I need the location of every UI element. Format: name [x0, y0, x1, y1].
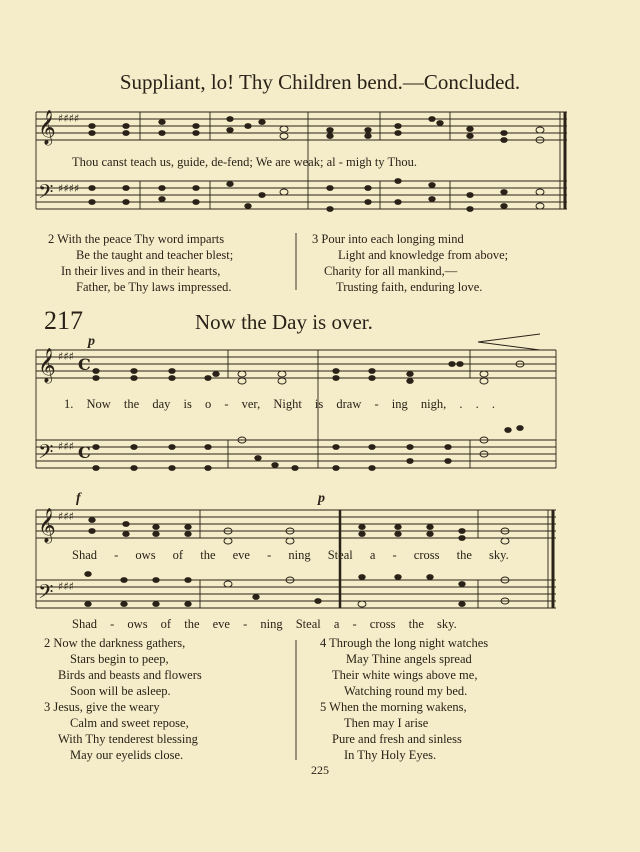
verse-line: 2 With the peace Thy word imparts — [48, 232, 225, 246]
verse-line: Light and knowledge from above; — [338, 248, 509, 262]
svg-text:♯♯♯♯: ♯♯♯♯ — [58, 182, 80, 195]
treble-clef-icon: 𝄞 — [38, 110, 56, 145]
verse-216-2 — [48, 231, 233, 295]
verse-line: Pure and fresh and sinless — [332, 732, 462, 746]
verse-line: 3 Pour into each longing mind — [312, 232, 464, 246]
svg-text:𝄞: 𝄞 — [38, 508, 56, 543]
verse-line: 4 Through the long night watches — [320, 636, 489, 650]
verse-line: In Thy Holy Eyes. — [344, 748, 437, 762]
verse-line: Stars begin to peep, — [70, 652, 169, 666]
verse-line: With Thy tenderest blessing — [58, 732, 198, 746]
hymn-title: Now the Day is over. — [195, 310, 373, 334]
svg-text:♯♯♯: ♯♯♯ — [58, 510, 74, 523]
lyric-line-217-2: Shad - ows of the eve - ning Steal a - cross the sky. — [72, 548, 509, 562]
verse-line: Father, be Thy laws impressed. — [76, 280, 232, 294]
verse-line: Then may I arise — [344, 716, 429, 730]
verse-line: Their white wings above me, — [332, 668, 478, 682]
verse-line: 3 Jesus, give the weary — [44, 700, 160, 714]
bass-clef-icon: 𝄢 — [38, 180, 54, 208]
page-number: 225 — [311, 763, 329, 777]
verse-line: Watching round my bed. — [344, 684, 468, 698]
svg-text:C: C — [78, 443, 91, 462]
verse-line: In their lives and in their hearts, — [61, 264, 221, 278]
verses-217-left — [44, 635, 202, 763]
verse-line: 5 When the morning wakens, — [320, 700, 467, 714]
verse-line: 2 Now the darkness gathers, — [44, 636, 186, 650]
lyric-line-216: Thou canst teach us, guide, de-fend; We are weak; al - migh ty Thou. — [72, 155, 417, 169]
staff-1-bass — [36, 181, 567, 209]
dynamic-marking: p — [88, 334, 95, 349]
staff-2-bass — [36, 440, 556, 468]
svg-text:𝄢: 𝄢 — [38, 580, 54, 608]
dynamic-marking: f — [76, 491, 81, 506]
verse-line: Be the taught and teacher blest; — [76, 248, 234, 262]
staff-2-treble — [36, 350, 556, 378]
hymn-number: 217 — [44, 306, 83, 335]
verse-line: May Thine angels spread — [346, 652, 472, 666]
svg-text:𝄢: 𝄢 — [38, 440, 54, 468]
verse-line: Soon will be asleep. — [70, 684, 171, 698]
svg-text:𝄞: 𝄞 — [38, 348, 56, 383]
verse-line: Trusting faith, enduring love. — [336, 280, 483, 294]
verse-216-3 — [312, 231, 508, 295]
lyric-line-217-1: 1. Now the day is o - ver, Night is draw - ing nigh, . . . — [64, 397, 495, 411]
staff-1-treble — [36, 112, 567, 140]
verse-line: Charity for all mankind,— — [324, 264, 458, 278]
verse-line: Birds and beasts and flowers — [58, 668, 202, 682]
dynamic-marking: p — [318, 491, 325, 506]
svg-text:♯♯♯: ♯♯♯ — [58, 580, 74, 593]
svg-text:♯♯♯: ♯♯♯ — [58, 440, 74, 453]
lyric-line-217-2-bass: Shad - ows of the eve - ning Steal a - cross the sky. — [72, 617, 457, 631]
verses-217-right — [320, 635, 488, 763]
verse-line: Calm and sweet repose, — [70, 716, 189, 730]
svg-text:C: C — [78, 355, 91, 374]
svg-text:♯♯♯♯: ♯♯♯♯ — [58, 112, 80, 125]
verse-line: May our eyelids close. — [70, 748, 184, 762]
svg-text:♯♯♯: ♯♯♯ — [58, 350, 74, 363]
continued-hymn-title: Suppliant, lo! Thy Children bend.—Concluded. — [119, 70, 521, 94]
